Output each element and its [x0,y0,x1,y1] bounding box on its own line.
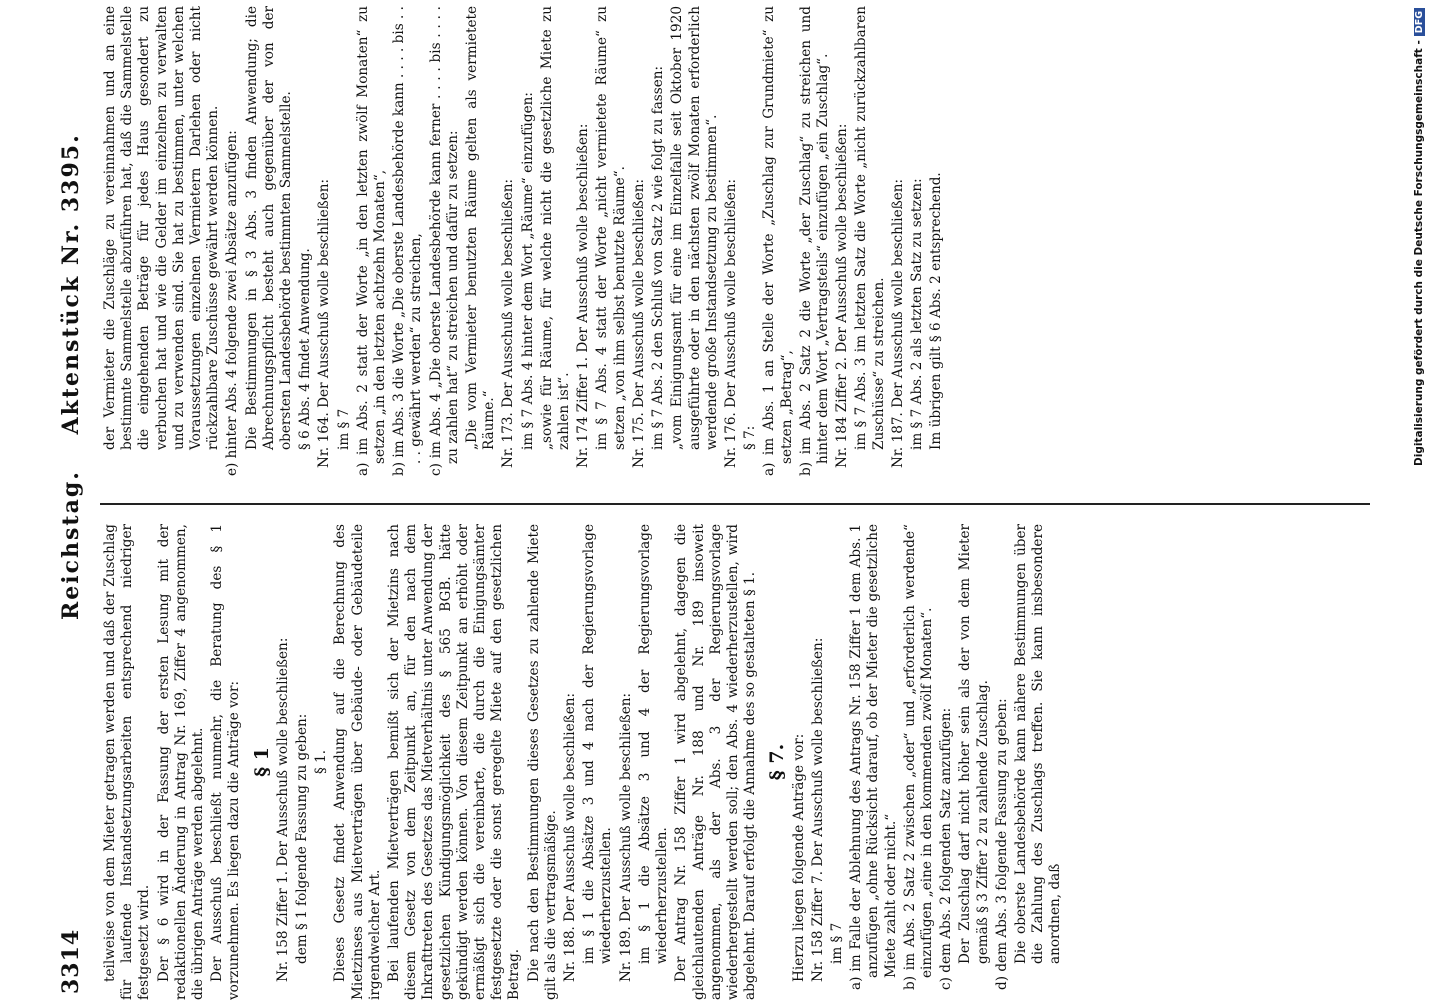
dfg-logo: DFG [1414,8,1425,36]
paragraph: Der Ausschuß beschließt nunmehr, die Beratung des § 1 vorzunehmen. Es liegen dazu die Anträge vor: [209,524,243,1000]
paragraph: a) im Abs. 2 statt der Worte „in den letzten zwölf Monaten“ zu setzen „in den letzten achtzehn Monaten“, [354,6,389,476]
paragraph: Nr. 188. Der Ausschuß wolle beschließen: [562,692,579,982]
left-text-column [102,524,1067,1000]
column-divider [100,503,1370,505]
paragraph: dem § 1 folgende Fassung zu geben: [294,713,311,964]
paragraph: Nr. 173. Der Ausschuß wolle beschließen: [500,178,517,468]
paragraph: Im übrigen gilt § 6 Abs. 2 entsprechend. [928,172,945,450]
paragraph: Der § 6 wird in der Fassung der ersten Lesung mit der redaktionellen Änderung in Antrag Nr. 169, Ziffer 4 angenommen, die übrigen Anträge werden abgelehnt. [155,524,207,1000]
paragraph: „Die vom Vermieter benutzten Räume gelten als vermietete Räume.“ [464,6,498,450]
paragraph: im § 7 Abs. 2 als letzten Satz zu setzen: [908,178,925,450]
paragraph: Die Bestimmungen in § 3 Abs. 3 finden Anwendung; die Abrechnungspflicht besteht auch gegenüber der von der obersten Landesbehörde bestimmten Sammelstelle. [243,6,295,450]
paragraph: § 6 Abs. 4 findet Anwendung. [297,248,314,450]
section-heading: § 1 [250,747,273,777]
paragraph: im § 7 [828,922,845,964]
paragraph: b) im Abs. 2 Satz 2 die Worte „der Zuschlag“ zu streichen und hinter dem Wort „Vertragsteils“ einzufügen „ein Zuschlag“. [797,6,831,476]
paragraph: § 7: [742,425,759,450]
section-heading: § 7. [766,743,789,781]
page-number: 3314 [58,928,84,994]
digitization-note [1413,8,1429,998]
paragraph: a) im Falle der Ablehnung des Antrags Nr. 158 Ziffer 1 dem Abs. 1 anzufügen „ohne Rücksicht darauf, ob der Mieter die gesetzliche Miete zahlt oder nicht.“ [848,524,899,990]
paragraph: im § 7 Abs. 2 den Schluß von Satz 2 wie folgt zu fassen: [650,65,667,450]
paragraph: im § 1 die Absätze 3 und 4 nach der Regierungsvorlage wiederherzustellen. [581,524,615,964]
paragraph: im § 7 Abs. 3 im letzten Satz die Worte „nicht zurückzahlbaren Zuschüsse“ zu streichen. [853,6,887,450]
paragraph: b) im Abs. 2 Satz 2 zwischen „oder“ und „erforderlich werdende“ einzufügen „eine in den kommenden zwölf Monaten“. [901,524,935,990]
paragraph: Der Zuschlag darf nicht höher sein als der von dem Mieter gemäß § 3 Ziffer 2 zu zahlende Zuschlag. [957,524,991,964]
running-header [50,0,98,1000]
paragraph: Bei laufenden Mietverträgen bemißt sich der Mietzins nach diesem Gesetz von dem Zeitpunkt an, für den nach dem Inkrafttreten des Gesetzes das Mietverhältnis unter Anwendung der gesetzlichen Kündigungsmöglichkeit des § 565 BGB. hätte gekündigt werden können. Von diesem Zeitpunkt an erhöht oder ermäßigt sich die vereinbarte, die durch die Einigungsämter festgesetzte oder die sonst geregelte Miete auf den gesetzlichen Betrag. [386,524,523,1000]
rotated-page-scan [50,0,1380,1000]
paragraph: Die nach den Bestimmungen dieses Gesetzes zu zahlende Miete gilt als die vertragsmäßige. [525,524,559,1000]
paragraph: c) dem Abs. 2 folgenden Satz anzufügen: [938,707,955,990]
source-title: Reichstag. [58,470,84,620]
paragraph: teilweise von dem Mieter getragen werden und daß der Zuschlag für laufende Instandsetzungsarbeiten entsprechend niedriger festgesetzt wird. [102,524,153,1000]
paragraph: b) im Abs. 3 die Worte „Die oberste Landesbehörde kann . . . . bis . . . . gewährt werden“ zu streichen, [391,6,425,476]
paragraph: Nr. 164. Der Ausschuß wolle beschließen: [316,178,333,468]
paragraph: im § 7 Abs. 4 hinter dem Wort „Räume“ einzufügen: [519,92,536,450]
running-title [58,107,84,620]
paragraph: Nr. 158 Ziffer 1. Der Ausschuß wolle beschließen: [274,637,291,982]
paragraph: Nr. 189. Der Ausschuß wolle beschließen: [617,692,634,982]
paragraph: Die oberste Landesbehörde kann nähere Bestimmungen über die Zahlung des Zuschlags treffen. Sie kann insbesondere anordnen, daß [1012,524,1064,964]
paragraph: Dieses Gesetz findet Anwendung auf die Berechnung des Mietzinses aus Mietverträgen über Gebäude- oder Gebäudeteile irgendwelcher Art. [332,524,383,1000]
paragraph: d) dem Abs. 3 folgende Fassung zu geben: [993,698,1010,990]
right-text-column [102,6,947,486]
paragraph: Hierzu liegen folgende Anträge vor: [790,733,807,982]
paragraph: Nr. 176. Der Ausschuß wolle beschließen: [722,178,739,468]
paragraph: Nr. 184 Ziffer 2. Der Ausschuß wolle beschließen: [834,123,851,468]
paragraph: im § 7 [335,408,352,450]
paragraph: „sowie für Räume, für welche nicht die gesetzliche Miete zu zahlen ist“. [538,6,573,450]
paragraph: im § 7 Abs. 4 statt der Worte „nicht vermietete Räume“ zu setzen „von ihm selbst benutzte Räume“. [594,6,628,450]
paragraph: „vom Einigungsamt für eine im Einzelfalle seit Oktober 1920 ausgeführte oder in den nächsten zwölf Monaten erforderlich werdende große Instandsetzung zu bestimmen“. [669,6,720,450]
paragraph: Nr. 174 Ziffer 1. Der Ausschuß wolle beschließen: [575,123,592,468]
paragraph: § 1. [313,749,330,775]
paragraph: e) hinter Abs. 4 folgende zwei Absätze anzufügen: [224,130,241,476]
paragraph: c) im Abs. 4 „Die oberste Landesbehörde kann ferner . . . . bis . . . . zu zahlen hat“ zu streichen und dafür zu setzen: [427,6,461,476]
digitization-note-text: Digitalisierung gefördert durch die Deutsche Forschungsgemeinschaft - [1413,40,1425,466]
paragraph: im § 1 die Absätze 3 und 4 der Regierungsvorlage wiederherzustellen. [636,524,671,964]
paragraph: a) im Abs. 1 an Stelle der Worte „Zuschlag zur Grundmiete“ zu setzen „Betrag“, [761,6,795,476]
paragraph: Nr. 175. Der Ausschuß wolle beschließen: [630,178,647,468]
document-number: Aktenstück Nr. 3395. [58,133,84,435]
paragraph: Nr. 187. Der Ausschuß wolle beschließen: [889,178,906,468]
paragraph: Der Antrag Nr. 158 Ziffer 1 wird abgelehnt, dagegen die gleichlautenden Anträge Nr. 188 und Nr. 189 insoweit angenommen, als der Abs. 3 der Regierungsvorlage wiederhergestellt werden soll; den Abs. 4 wiederherzustellen, wird abgelehnt. Darauf erfolgt die Annahme des so gestalteten § 1. [673,524,759,1000]
paragraph: Nr. 158 Ziffer 7. Der Ausschuß wolle beschließen: [809,637,826,982]
paragraph: der Vermieter die Zuschläge zu vereinnahmen und an eine bestimmte Sammelstelle abzuführen hat, daß die Sammelstelle die eingehenden Beträge für jedes Haus gesondert zu verbuchen hat und wie die Gelder im einzelnen zu verwalten und zu verwenden sind. Sie hat zu bestimmen, unter welchen Voraussetzungen einzelnen Vermietern Darlehen oder nicht rückzahlbare Zuschüsse gewährt werden können. [102,6,222,450]
